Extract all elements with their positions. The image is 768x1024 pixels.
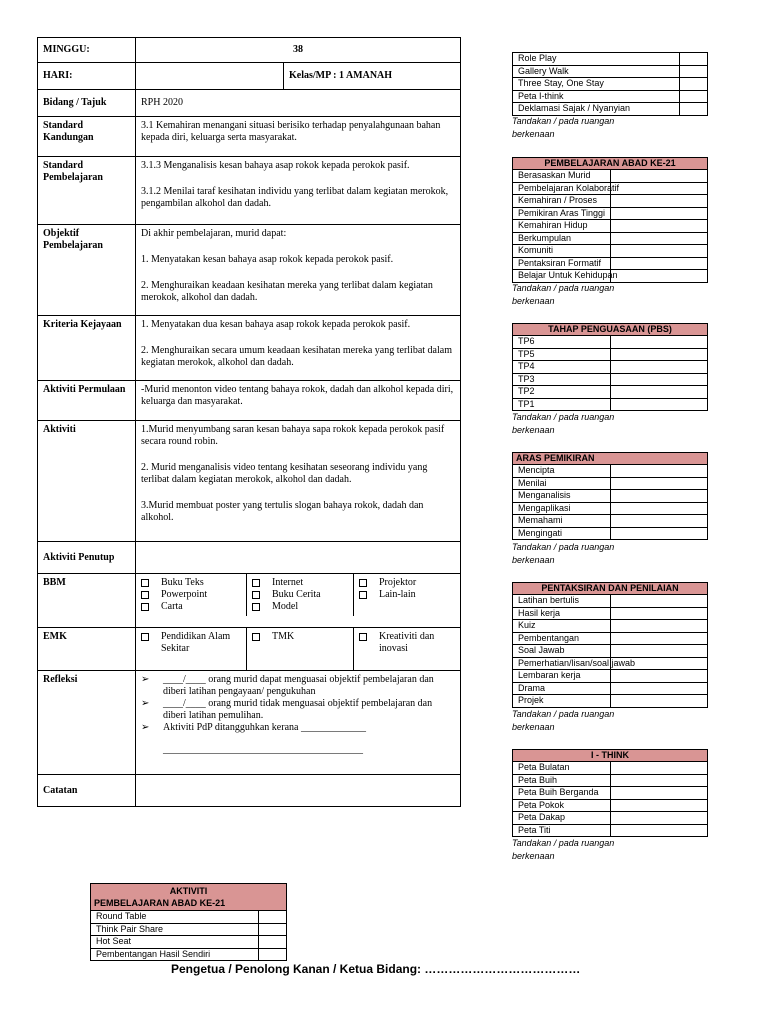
note-tandakan: Tandakan / pada ruangan berkenaan [512,283,615,306]
pentaksiran-row [513,695,708,708]
pbs-row-label: TP6 [513,336,611,349]
pentaksiran-row-tick-cell[interactable] [610,620,708,633]
abad21-row-label: Pentaksiran Formatif [513,257,611,270]
abad21-row-tick-cell[interactable] [610,170,708,183]
aras-row-label: Mengingati [513,527,611,540]
ithink-row-label: Peta Buih Berganda [513,787,611,800]
abad21-row-tick-cell[interactable] [610,182,708,195]
aktiviti21-row [91,923,287,936]
aktiviti21-row-label: Think Pair Share [91,923,259,936]
pbs-row [513,336,708,349]
objektif-value [136,225,461,316]
ithink-row-tick-cell[interactable] [610,812,708,825]
pentaksiran-table [512,582,708,708]
aktiviti21-header: AKTIVITI PEMBELAJARAN ABAD KE-21 [91,884,287,911]
permulaan-value: -Murid menonton video tentang bahaya rokok, dadah dan alkohol kepada diri, keluarga dan masyarakat. [136,381,461,421]
checkbox-carta[interactable]: Carta [141,601,241,613]
penutup-value [136,542,461,574]
checkbox-icon [252,579,260,587]
aktiviti21-table [90,883,287,961]
pbs-row [513,386,708,399]
bidang-value: RPH 2020 [136,90,461,117]
ithink-row [513,824,708,837]
standard-kandungan-value: 3.1 Kemahiran menangani situasi berisiko terhadap penyalahgunaan bahan kepada diri, keluarga serta masyarakat. [136,117,461,157]
pbs-row-tick-cell[interactable] [610,348,708,361]
pentaksiran-row-label: Drama [513,682,611,695]
checkbox-icon [141,579,149,587]
aktiviti21-row [91,911,287,924]
checkbox-icon [359,579,367,587]
signature-line: Pengetua / Penolong Kanan / Ketua Bidang: ………………………………… [171,962,581,976]
pentaksiran-row-tick-cell[interactable] [610,682,708,695]
refleksi-label: Refleksi [38,671,136,775]
note-tandakan: Tandakan / pada ruangan berkenaan [512,709,615,732]
aktiviti21-row-tick-cell[interactable] [259,936,287,949]
aktiviti-item: 2. Murid menganalisis video tentang kesihatan seseorang individu yang terlibat dalam kegiatan merokok, alkohol dan dadah. [141,462,428,485]
aktiviti-row [513,90,708,103]
kriteria-label: Kriteria Kejayaan [38,316,136,381]
abad21-row-label: Belajar Untuk Kehidupan [513,270,611,283]
permulaan-label: Aktiviti Permulaan [38,381,136,421]
ithink-header: I - THINK [513,750,708,762]
pbs-row [513,373,708,386]
ithink-table [512,749,708,837]
kriteria-value [136,316,461,381]
aktiviti-row-tick-cell[interactable] [680,53,708,66]
catatan-value [136,775,461,807]
pentaksiran-row-label: Lembaran kerja [513,670,611,683]
abad21-row-tick-cell[interactable] [610,245,708,258]
aktiviti21-row-tick-cell[interactable] [259,948,287,961]
note-tandakan: Tandakan / pada ruangan berkenaan [512,838,615,861]
pentaksiran-row [513,657,708,670]
abad21-row [513,245,708,258]
pentaksiran-row-label: Latihan bertulis [513,595,611,608]
abad21-row-label: Pembelajaran Kolaboratif [513,182,611,195]
ithink-row-tick-cell[interactable] [610,762,708,775]
refleksi-line: ________________________________________ [163,744,363,755]
pentaksiran-row [513,595,708,608]
aktiviti-label: Aktiviti [38,421,136,542]
ithink-row-tick-cell[interactable] [610,787,708,800]
aras-row [513,527,708,540]
aras-row-tick-cell[interactable] [610,515,708,528]
aktiviti-row-label: Peta I-think [513,90,680,103]
objektif-item: 2. Menghuraikan keadaan kesihatan mereka yang terlibat dalam kegiatan merokok, alkohol dan dadah. [141,280,433,303]
aras-row-tick-cell[interactable] [610,502,708,515]
ithink-row-label: Peta Titi [513,824,611,837]
checkbox-icon [141,633,149,641]
aktiviti-list-table [512,52,708,116]
pbs-row-tick-cell[interactable] [610,373,708,386]
aras-row-label: Menganalisis [513,490,611,503]
abad21-row [513,182,708,195]
sp-item: 3.1.2 Menilai taraf kesihatan individu yang terlibat dalam kegiatan merokok, pengambilan alkohol dan dadah. [141,186,449,209]
abad21-row-tick-cell[interactable] [610,257,708,270]
objektif-label: Objektif Pembelajaran [38,225,136,316]
pentaksiran-row-label: Hasil kerja [513,607,611,620]
pentaksiran-header: PENTAKSIRAN DAN PENILAIAN [513,583,708,595]
ithink-row [513,812,708,825]
standard-kandungan-label: Standard Kandungan [38,117,136,157]
aras-row-label: Mengaplikasi [513,502,611,515]
aktiviti-row-tick-cell[interactable] [680,65,708,78]
checkbox-icon [359,633,367,641]
penutup-label: Aktiviti Penutup [38,542,136,574]
aras-row [513,477,708,490]
pentaksiran-row [513,620,708,633]
ithink-row-label: Peta Bulatan [513,762,611,775]
bbm-label: BBM [38,574,136,628]
pbs-table [512,323,708,411]
checkbox-icon [252,603,260,611]
pbs-row-label: TP1 [513,398,611,411]
aras-row [513,490,708,503]
checkbox-internet[interactable]: Internet [252,577,348,589]
pentaksiran-row-tick-cell[interactable] [610,595,708,608]
pentaksiran-row-label: Kuiz [513,620,611,633]
aktiviti-row-label: Role Play [513,53,680,66]
abad21-row [513,257,708,270]
aktiviti-row-tick-cell[interactable] [680,78,708,91]
refleksi-item: ____/____ orang murid dapat menguasai objektif pembelajaran dan diberi latihan pengayaan/ pengukuhan [163,674,434,697]
ithink-row [513,774,708,787]
checkbox-tmk[interactable]: TMK [252,631,348,643]
abad21-row-tick-cell[interactable] [610,195,708,208]
ithink-row [513,787,708,800]
pbs-row-label: TP2 [513,386,611,399]
pbs-row-tick-cell[interactable] [610,336,708,349]
minggu-label: MINGGU: [38,38,136,63]
abad21-row [513,170,708,183]
pentaksiran-row-tick-cell[interactable] [610,645,708,658]
pbs-row-label: TP3 [513,373,611,386]
aktiviti21-row-label: Hot Seat [91,936,259,949]
abad21-table [512,157,708,283]
ithink-row-tick-cell[interactable] [610,824,708,837]
pbs-row-tick-cell[interactable] [610,386,708,399]
pentaksiran-row-label: Projek [513,695,611,708]
aktiviti-row [513,65,708,78]
aktiviti-row [513,103,708,116]
pentaksiran-row [513,670,708,683]
abad21-row [513,270,708,283]
aktiviti21-row-tick-cell[interactable] [259,923,287,936]
arrow-bullet-icon: ➢ [141,698,150,709]
arrow-bullet-icon: ➢ [141,722,150,733]
ithink-row [513,799,708,812]
aras-row-tick-cell[interactable] [610,490,708,503]
refleksi-item: ____/____ orang murid tidak menguasai objektif pembelajaran dan diberi latihan pemulihan. [163,698,433,721]
minggu-value: 38 [136,38,461,63]
sp-item: 3.1.3 Menganalisis kesan bahaya asap rokok kepada perokok pasif. [141,160,410,171]
note-tandakan: Tandakan / pada ruangan berkenaan [512,412,615,435]
ithink-row-label: Peta Pokok [513,799,611,812]
aras-row-tick-cell[interactable] [610,465,708,478]
pentaksiran-row [513,645,708,658]
pentaksiran-row-tick-cell[interactable] [610,632,708,645]
aras-row-tick-cell[interactable] [610,527,708,540]
aras-row [513,515,708,528]
abad21-row-label: Pemikiran Aras Tinggi [513,207,611,220]
abad21-row [513,207,708,220]
kelas-value: Kelas/MP : 1 AMANAH [284,63,461,90]
aktiviti-row-tick-cell[interactable] [680,103,708,116]
abad21-row-label: Berasaskan Murid [513,170,611,183]
ithink-row-tick-cell[interactable] [610,799,708,812]
checkbox-buku-cerita[interactable]: Buku Cerita [252,589,348,601]
checkbox-buku-teks[interactable]: Buku Teks [141,577,241,589]
abad21-row [513,220,708,233]
abad21-row [513,195,708,208]
abad21-row-tick-cell[interactable] [610,270,708,283]
hari-label: HARI: [38,63,136,90]
arrow-bullet-icon: ➢ [141,674,150,685]
abad21-row-label: Komuniti [513,245,611,258]
pbs-row [513,398,708,411]
pentaksiran-row-label: Pemerhatian/lisan/soal jawab [513,657,611,670]
aktiviti21-row [91,936,287,949]
pentaksiran-row-tick-cell[interactable] [610,695,708,708]
ithink-row [513,762,708,775]
standard-pembelajaran-value [136,157,461,225]
aras-row-tick-cell[interactable] [610,477,708,490]
checkbox-icon [141,591,149,599]
pentaksiran-row-label: Pembentangan [513,632,611,645]
aras-row-label: Menilai [513,477,611,490]
hari-value [136,63,284,90]
checkbox-icon [252,633,260,641]
pbs-row [513,361,708,374]
checkbox-icon [141,603,149,611]
pbs-row-tick-cell[interactable] [610,398,708,411]
abad21-row-label: Berkumpulan [513,232,611,245]
objektif-item: Di akhir pembelajaran, murid dapat: [141,228,287,239]
pbs-row [513,348,708,361]
aktiviti-item: 1.Murid menyumbang saran kesan bahaya sapa rokok kepada perokok pasif secara round robin. [141,424,445,447]
aktiviti-row [513,78,708,91]
ithink-row-label: Peta Buih [513,774,611,787]
abad21-header: PEMBELAJARAN ABAD KE-21 [513,158,708,170]
aras-header: ARAS PEMIKIRAN [513,453,708,465]
rph-table [37,37,461,807]
ithink-row-tick-cell[interactable] [610,774,708,787]
pbs-row-label: TP4 [513,361,611,374]
aktiviti-row [513,53,708,66]
bbm-options [136,574,461,628]
catatan-label: Catatan [38,775,136,807]
abad21-row-tick-cell[interactable] [610,232,708,245]
refleksi-value [136,671,461,775]
aktiviti-item: 3.Murid membuat poster yang tertulis slogan bahaya rokok, dadah dan alkohol. [141,500,424,523]
bidang-label: Bidang / Tajuk [38,90,136,117]
abad21-row-label: Kemahiran Hidup [513,220,611,233]
emk-label: EMK [38,628,136,671]
aktiviti21-row [91,948,287,961]
checkbox-kreativiti[interactable]: Kreativiti dan inovasi [359,631,455,655]
pentaksiran-row-label: Soal Jawab [513,645,611,658]
note-tandakan: Tandakan / pada ruangan berkenaan [512,542,615,565]
aktiviti21-row-tick-cell[interactable] [259,911,287,924]
pentaksiran-row [513,632,708,645]
checkbox-model[interactable]: Model [252,601,348,613]
abad21-row-label: Kemahiran / Proses [513,195,611,208]
pbs-header: TAHAP PENGUASAAN (PBS) [513,324,708,336]
abad21-row-tick-cell[interactable] [610,220,708,233]
abad21-row-tick-cell[interactable] [610,207,708,220]
aktiviti21-row-label: Pembentangan Hasil Sendiri [91,948,259,961]
objektif-item: 1. Menyatakan kesan bahaya asap rokok kepada perokok pasif. [141,254,394,265]
aktiviti-row-tick-cell[interactable] [680,90,708,103]
checkbox-icon [252,591,260,599]
aktiviti-row-label: Three Stay, One Stay [513,78,680,91]
pentaksiran-row-tick-cell[interactable] [610,607,708,620]
aras-row-label: Memahami [513,515,611,528]
aktiviti-row-label: Deklamasi Sajak / Nyanyian [513,103,680,116]
note-tandakan: Tandakan / pada ruangan berkenaan [512,116,615,139]
standard-pembelajaran-label: Standard Pembelajaran [38,157,136,225]
aras-row [513,502,708,515]
ithink-row-label: Peta Dakap [513,812,611,825]
kriteria-item: 2. Menghuraikan secara umum keadaan kesihatan mereka yang terlibat dalam kegiatan merokok, alkohol dan dadah. [141,345,452,368]
aktiviti-value [136,421,461,542]
pbs-row-tick-cell[interactable] [610,361,708,374]
pbs-row-label: TP5 [513,348,611,361]
checkbox-lain-lain[interactable]: Lain-lain [359,589,455,601]
pentaksiran-row-tick-cell[interactable] [610,670,708,683]
checkbox-icon [359,591,367,599]
aras-row [513,465,708,478]
checkbox-projektor[interactable]: Projektor [359,577,455,589]
checkbox-pendidikan-alam-sekitar[interactable]: Pendidikan Alam Sekitar [141,631,241,655]
pentaksiran-row [513,607,708,620]
aras-row-label: Mencipta [513,465,611,478]
aktiviti-row-label: Gallery Walk [513,65,680,78]
aktiviti21-row-label: Round Table [91,911,259,924]
refleksi-item: Aktiviti PdP ditangguhkan kerana _____________ [163,722,366,733]
emk-options [136,628,461,671]
aras-table [512,452,708,540]
kriteria-item: 1. Menyatakan dua kesan bahaya asap rokok kepada perokok pasif. [141,319,411,330]
checkbox-powerpoint[interactable]: Powerpoint [141,589,241,601]
pentaksiran-row [513,682,708,695]
abad21-row [513,232,708,245]
